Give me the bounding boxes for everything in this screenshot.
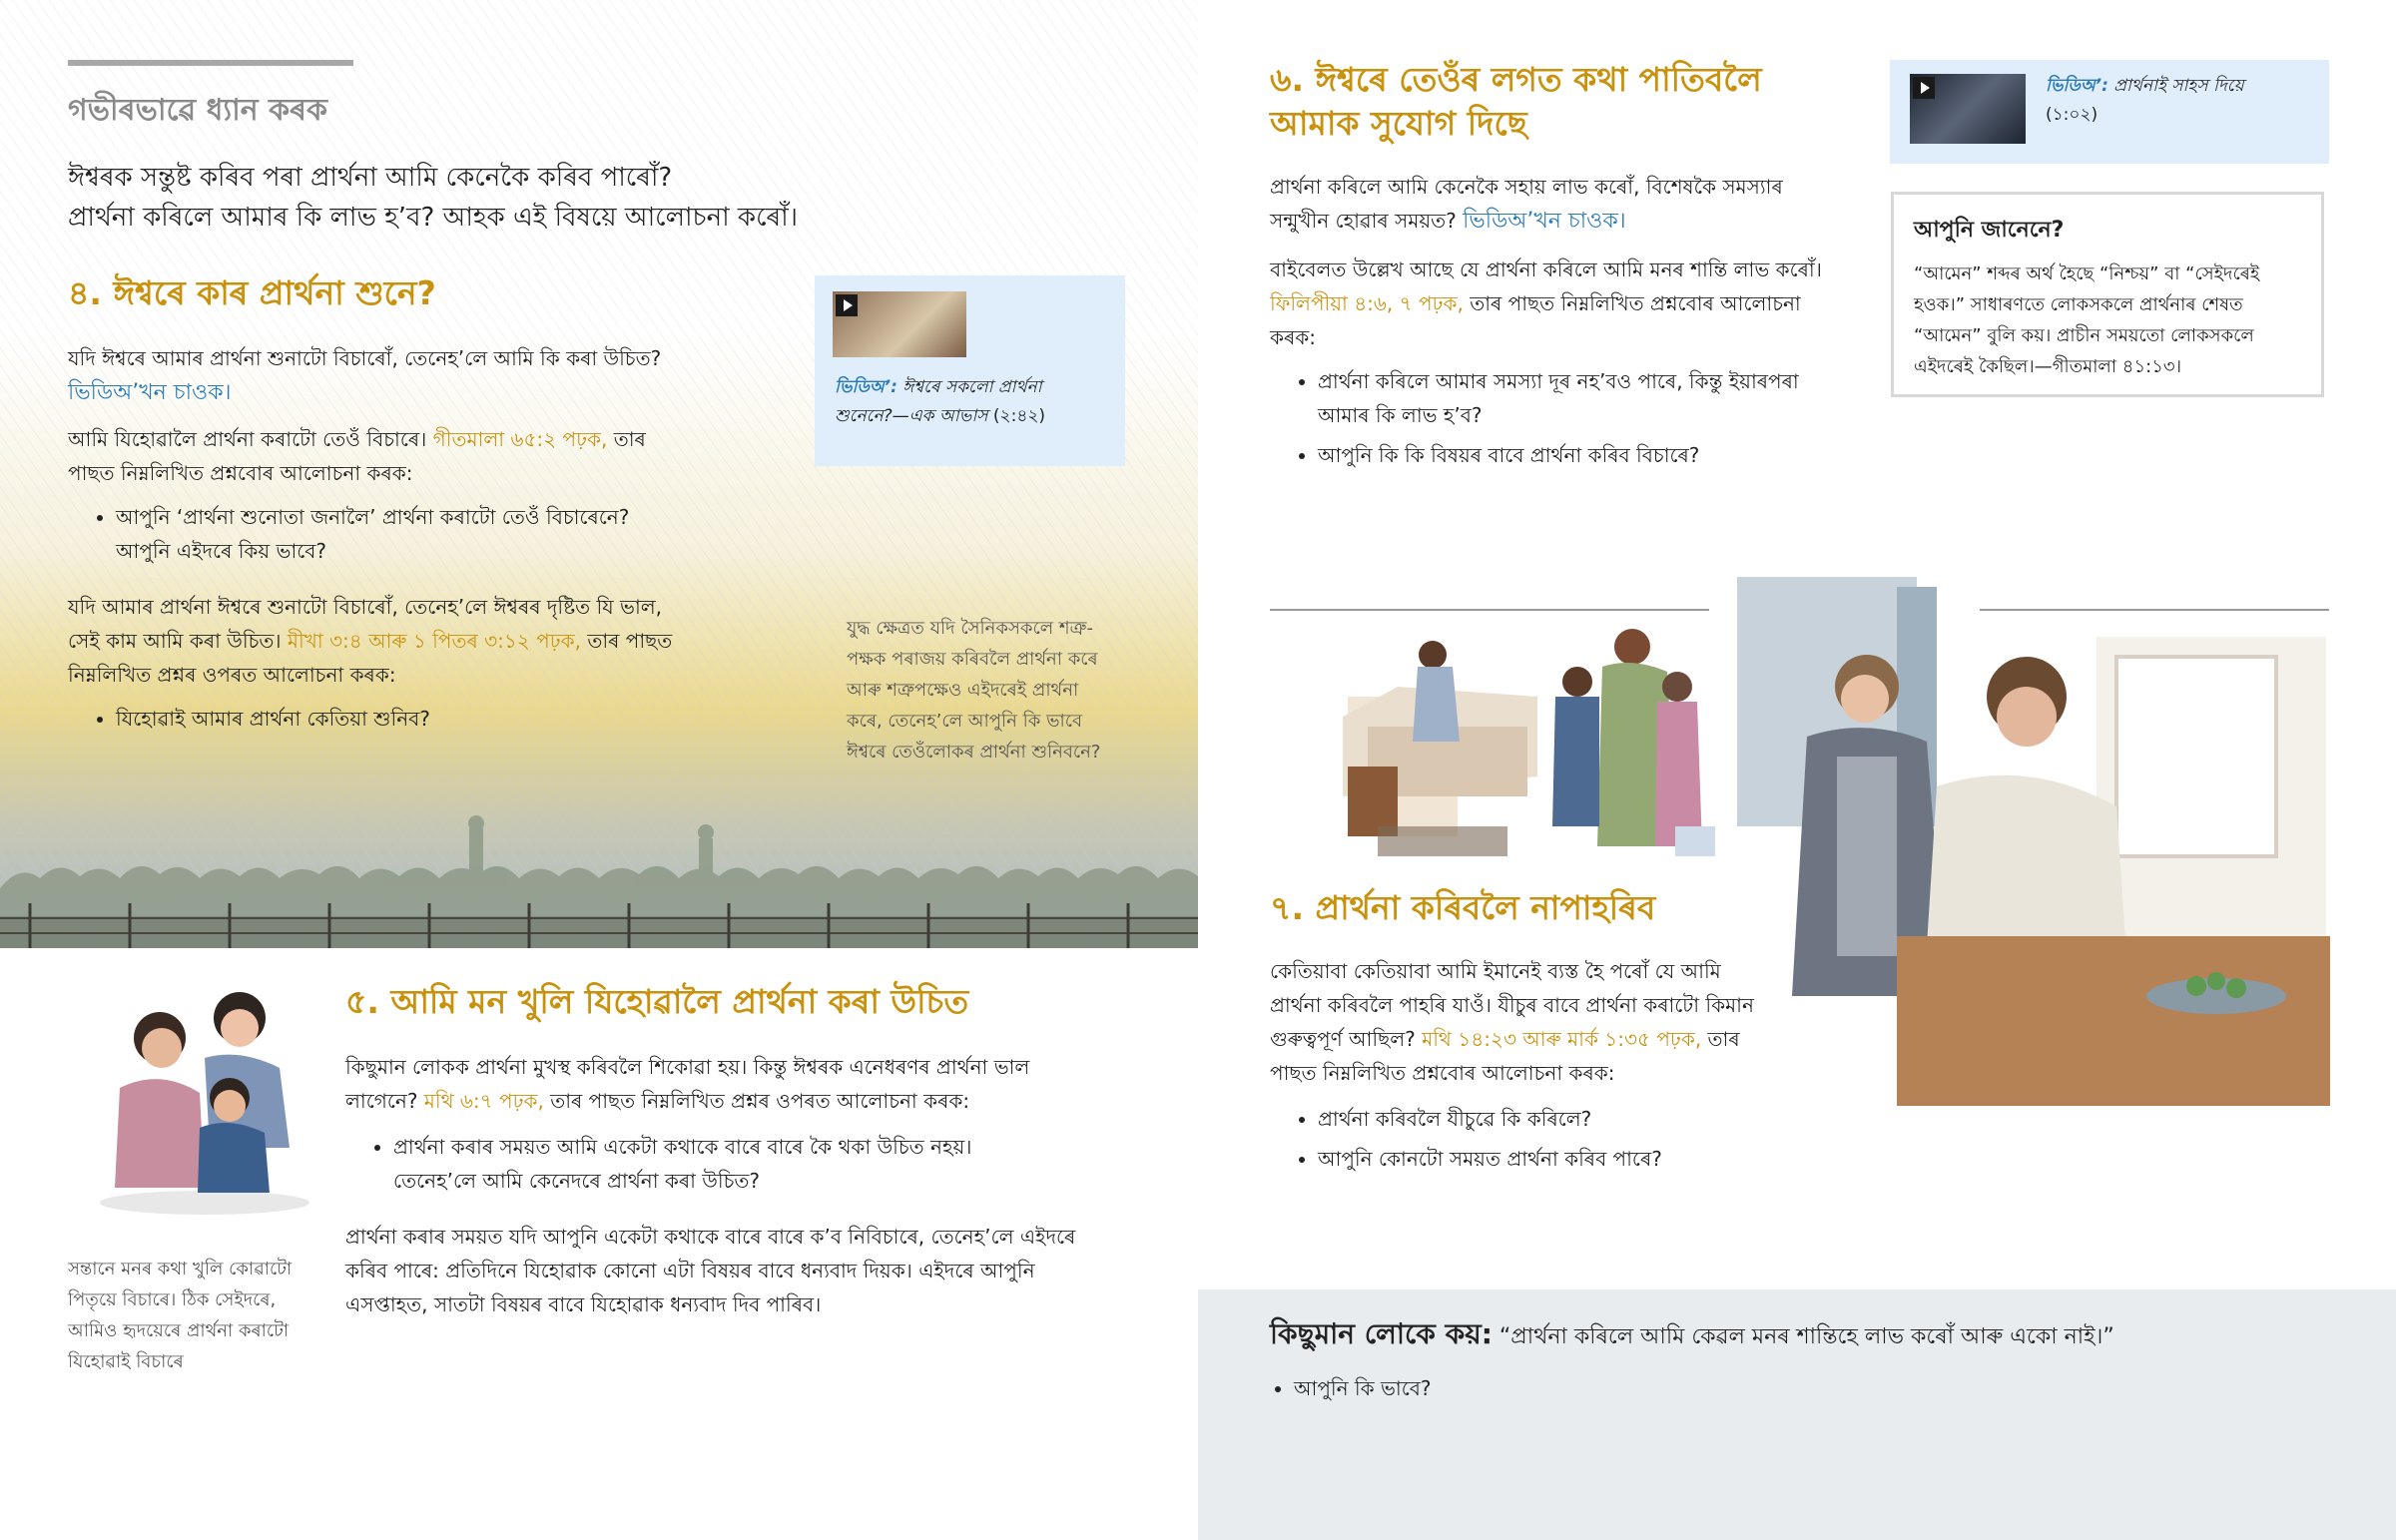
- did-you-know-title: আপুনি জানেনে?: [1914, 218, 2065, 243]
- list-item: • আপুনি ‘প্ৰাৰ্থনা শুনোতা জনালৈ’ প্ৰাৰ্থনা কৰাটো তেওঁ বিচাৰেনে? আপুনি এইদৰে কিয় ভাবে?: [116, 500, 827, 568]
- list-item: • প্ৰাৰ্থনা কৰিলে আমাৰ সমস্যা দূৰ নহ’বও পাৰে, কিন্তু ইয়াৰপৰা আমাৰ কি লাভ হ’ব?: [1318, 364, 1869, 432]
- some-people-say-list: [1246, 1371, 1431, 1405]
- kicker-rule: [68, 60, 353, 66]
- list-item: • আপুনি কি ভাবে?: [1294, 1371, 1431, 1405]
- some-people-say-lead: কিছুমান লোকে কয়:: [1270, 1317, 1493, 1350]
- intro-text: [68, 158, 798, 238]
- s6-video-box[interactable]: [1890, 60, 2329, 164]
- s7-scripture-ref[interactable]: মথি ১৪:২৩ আৰু মাৰ্ক ১:৩৫ পঢ়ক,: [1422, 1027, 1702, 1051]
- soldiers-caption: যুদ্ধ ক্ষেত্ৰত যদি সৈনিকসকলে শত্ৰু- পক্ষক পৰাজয় কৰিবলৈ প্ৰাৰ্থনা কৰে আৰু শত্ৰুপক্ষেও এইদৰেই প্ৰাৰ্থনা কৰে, তেনেহ’লে আপুনি কি ভাবে ঈশ্বৰে তেওঁলোকৰ প্ৰাৰ্থনা শুনিবনে?: [847, 618, 1101, 763]
- family-caption: সন্তানে মনৰ কথা খুলি কোৱাটো পিতৃয়ে বিচাৰে। ঠিক সেইদৰে, আমিও হৃদয়েৰে প্ৰাৰ্থনা কৰাটো যিহোৱাই বিচাৰে: [68, 1259, 293, 1372]
- s4-bullet-list-2: [68, 702, 827, 736]
- s6-video-link[interactable]: ভিডিঅ’খন চাওক।: [1463, 209, 1626, 234]
- s4-video-link[interactable]: ভিডিঅ’খন চাওক।: [68, 380, 232, 405]
- s5-scripture-ref[interactable]: মথি ৬:৭ পঢ়ক,: [423, 1089, 544, 1113]
- s6-paragraph-1: প্ৰাৰ্থনা কৰিলে আমি কেনেকৈ সহায় লাভ কৰোঁ, বিশেষকৈ সমস্যাৰ সন্মুখীন হোৱাৰ সময়ত? ভিডিঅ’খন চাওক।: [1270, 175, 1783, 234]
- list-item: • আপুনি কি কি বিষয়ৰ বাবে প্ৰাৰ্থনা কৰিব বিচাৰে?: [1318, 438, 1869, 472]
- play-icon[interactable]: [1913, 77, 1935, 99]
- list-item: • আপুনি কোনটো সময়ত প্ৰাৰ্থনা কৰিব পাৰে?: [1318, 1142, 1889, 1176]
- s4-video-box[interactable]: [815, 275, 1125, 466]
- intro-line-2: প্ৰাৰ্থনা কৰিলে আমাৰ কি লাভ হ’ব? আহক এই বিষয়ে আলোচনা কৰোঁ।: [68, 203, 799, 233]
- section-6-body: [1270, 170, 1869, 472]
- list-item: • প্ৰাৰ্থনা কৰাৰ সময়ত আমি একেটা কথাকে বাৰে বাৰে কৈ থকা উচিত নহয়। তেনেহ’লে আমি কেনেদৰে প্ৰাৰ্থনা কৰা উচিত?: [393, 1130, 1144, 1198]
- s4-paragraph-1: যদি ঈশ্বৰে আমাৰ প্ৰাৰ্থনা শুনাটো বিচাৰোঁ, তেনেহ’লে আমি কি কৰা উচিত? ভিডিঅ’খন চাওক।: [68, 346, 662, 405]
- s5-paragraph-1: কিছুমান লোকক প্ৰাৰ্থনা মুখস্থ কৰিবলৈ শিকোৱা হয়। কিন্তু ঈশ্বৰক এনেধৰণৰ প্ৰাৰ্থনা ভাল লাগেনে? মথি ৬:৭ পঢ়ক, তাৰ পাছত নিম্নলিখিত প্ৰশ্নৰ ওপৰত আলোচনা কৰক:: [345, 1055, 1030, 1113]
- some-people-say-box: [1198, 1289, 2396, 1540]
- s4-paragraph-2: আমি যিহোৱালৈ প্ৰাৰ্থনা কৰাটো তেওঁ বিচাৰে। গীতমালা ৬৫:২ পঢ়ক, তাৰ পাছত নিম্নলিখিত প্ৰশ্নবোৰ আলোচনা কৰক:: [68, 427, 646, 485]
- s7-paragraph-1: কেতিয়াবা কেতিয়াবা আমি ইমানেই ব্যস্ত হৈ পৰোঁ যে আমি প্ৰাৰ্থনা কৰিবলৈ পাহৰি যাওঁ। যীচুৰ বাবে প্ৰাৰ্থনা কৰাটো কিমান গুৰুত্বপূৰ্ণ আছিল? মথি ১৪:২৩ আৰু মাৰ্ক ১:৩৫ পঢ়ক, তাৰ পাছত নিম্নলিখিত প্ৰশ্নবোৰ আলোচনা কৰক:: [1270, 959, 1754, 1085]
- s7-bullet-list: [1270, 1102, 1889, 1176]
- s5-bullet-list: [345, 1130, 1144, 1198]
- section-4-body: [68, 341, 827, 736]
- did-you-know-text: “আমেন” শব্দৰ অৰ্থ হৈছে “নিশ্চয়” বা “সেইদৰেই হওক।” সাধাৰণতে লোকসকলে প্ৰাৰ্থনাৰ শেষত “আমেন” বুলি কয়। প্ৰাচীন সময়তো লোকসকলে এইদৰেই কৈছিল।—গীতমালা ৪১:১৩।: [1914, 263, 2260, 377]
- s4-paragraph-3: যদি আমাৰ প্ৰাৰ্থনা ঈশ্বৰে শুনাটো বিচাৰোঁ, তেনেহ’লে ঈশ্বৰৰ দৃষ্টিত যি ভাল, সেই কাম আমি কৰা উচিত। মীখা ৩:৪ আৰু ১ পিতৰ ৩:১২ পঢ়ক, তাৰ পাছত নিম্নলিখিত প্ৰশ্নৰ ওপৰত আলোচনা কৰক:: [68, 595, 673, 687]
- s6-scripture-ref[interactable]: ফিলিপীয়া ৪:৬, ৭ পঢ়ক,: [1270, 291, 1464, 315]
- s4-bullet-list-1: [68, 500, 827, 568]
- kicker-title: গভীৰভাৱে ধ্যান কৰক: [68, 93, 328, 128]
- some-people-say-text: [1270, 1317, 2114, 1354]
- section-5-body: [345, 1050, 1144, 1321]
- s5-paragraph-2: প্ৰাৰ্থনা কৰাৰ সময়ত যদি আপুনি একেটা কথাকে বাৰে বাৰে ক’ব নিবিচাৰে, তেনেহ’লে এইদৰে কৰিব পাৰে: প্ৰতিদিনে যিহোৱাক কোনো এটা বিষয়ৰ বাবে ধন্যবাদ দিয়ক। এইদৰে আপুনি এসপ্তাহত, সাতটা বিষয়ৰ বাবে যিহোৱাক ধন্যবাদ দিব পাৰিব।: [345, 1225, 1076, 1316]
- list-item: • যিহোৱাই আমাৰ প্ৰাৰ্থনা কেতিয়া শুনিব?: [116, 702, 827, 736]
- s4-video-caption: ভিডিঅ’: ঈশ্বৰে সকলো প্ৰাৰ্থনা শুনেনে?—এক আভাস (২:৪২): [835, 377, 1046, 426]
- section-6-title: ৬. ঈশ্বৰে তেওঁৰ লগত কথা পাতিবলৈ আমাক সুযোগ দিছে: [1270, 60, 1762, 143]
- some-people-say-quote: “প্ৰাৰ্থনা কৰিলে আমি কেৱল মনৰ শান্তিহে লাভ কৰোঁ আৰু একো নাই।”: [1498, 1324, 2114, 1349]
- did-you-know-box: [1891, 192, 2324, 397]
- section-7-body: [1270, 954, 1889, 1176]
- video-thumbnail[interactable]: [833, 291, 966, 357]
- s6-video-caption: ভিডিঅ’: প্ৰাৰ্থনাই সাহস দিয়ে (১:০২): [2046, 76, 2244, 125]
- section-7-title: ৭. প্ৰাৰ্থনা কৰিবলৈ নাপাহৰিব: [1270, 888, 1656, 927]
- section-5-title: ৫. আমি মন খুলি যিহোৱালৈ প্ৰাৰ্থনা কৰা উচিত: [345, 982, 969, 1021]
- video-thumbnail[interactable]: [1910, 74, 2026, 144]
- list-item: • প্ৰাৰ্থনা কৰিবলৈ যীচুৱে কি কৰিলে?: [1318, 1102, 1889, 1136]
- intro-line-1: ঈশ্বৰক সন্তুষ্ট কৰিব পৰা প্ৰাৰ্থনা আমি কেনেকৈ কৰিব পাৰোঁ?: [68, 163, 673, 193]
- play-icon[interactable]: [836, 294, 858, 316]
- father-son-illustration: [90, 978, 319, 1218]
- s6-bullet-list: [1270, 364, 1869, 472]
- section-4-title: ৪. ঈশ্বৰে কাৰ প্ৰাৰ্থনা শুনে?: [68, 273, 436, 312]
- s6-paragraph-2: বাইবেলত উল্লেখ আছে যে প্ৰাৰ্থনা কৰিলে আমি মনৰ শান্তি লাভ কৰোঁ। ফিলিপীয়া ৪:৬, ৭ পঢ়ক, তাৰ পাছত নিম্নলিখিত প্ৰশ্নবোৰ আলোচনা কৰক:: [1270, 257, 1822, 349]
- s4-scripture-ref-2[interactable]: মীখা ৩:৪ আৰু ১ পিতৰ ৩:১২ পঢ়ক,: [287, 629, 581, 653]
- s4-scripture-ref-1[interactable]: গীতমালা ৬৫:২ পঢ়ক,: [432, 427, 608, 451]
